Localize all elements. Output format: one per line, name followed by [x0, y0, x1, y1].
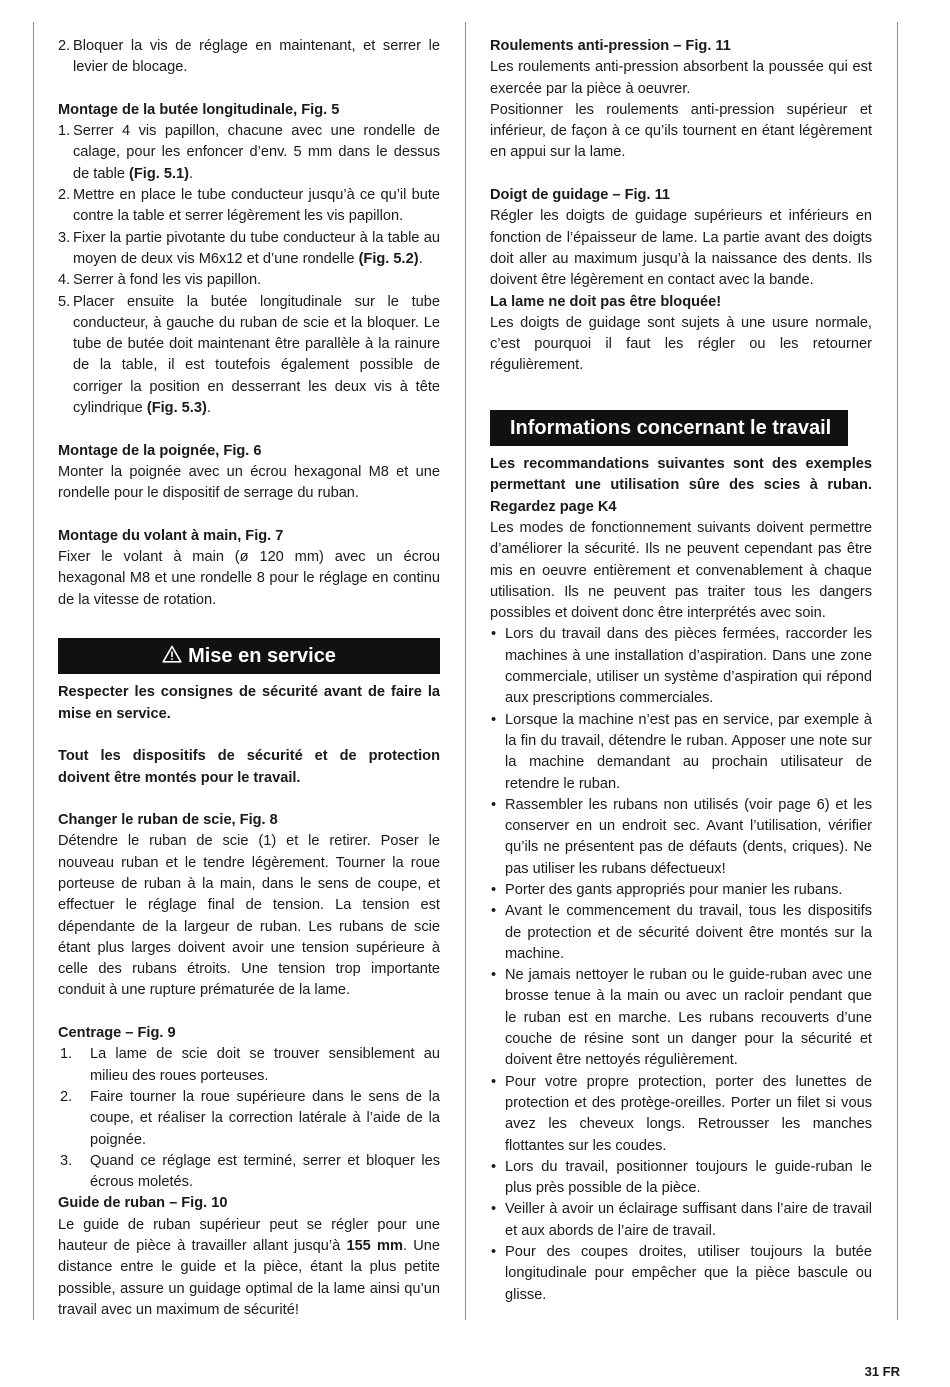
warning-triangle-icon	[162, 639, 182, 675]
step-text: La lame de scie doit se trouver sensiblement au milieu des roues porteuses.	[90, 1046, 440, 1084]
bullet-text: Veiller à avoir un éclairage suffisant dans l’aire de travail et aux abords de l’aire de travail.	[505, 1201, 872, 1239]
list-item	[58, 292, 440, 420]
figure-reference: (Fig. 5.3)	[146, 400, 207, 417]
bullet-text: Lorsque la machine n’est pas en service, par exemple à la fin du travail, détendre le ruban. Apposer une note sur la machine demandant au prochain utilisateur de retendre le ruban.	[505, 711, 872, 792]
step-text: Serrer 4 vis papillon, chacune avec une rondelle de calage, pour les enfoncer d’env. 5 mm dans le dessus de table	[73, 123, 440, 182]
step-number: 1.	[58, 123, 71, 140]
bullet-text: Porter des gants appropriés pour manier les rubans.	[505, 881, 843, 898]
change-blade-text: Détendre le ruban de scie (1) et le retirer. Poser le nouveau ruban et le tendre légèrement. Tourner la roue porteuse de ruban à la main, dans le sens de coupe, et effectuer le réglage final de tension. La tension est dépendante de la largeur de ruban. Les rubans de scie étant plus larges doivent avoir une tension supérieure à celle des rubans étroits. Une tension trop importante conduit à une rupture prématurée de la lame.	[58, 833, 440, 999]
list-item: 2. Bloquer la vis de réglage en maintenant, et serrer le levier de blocage.	[58, 38, 440, 76]
step-number: 3.	[58, 229, 71, 246]
banner-work-information: Informations concernant le travail	[490, 410, 848, 446]
list-item	[490, 1242, 872, 1306]
thrust-bearings-text: Les roulements anti-pression absorbent la poussée qui est exercée par la pièce à oeuvrer.	[490, 59, 872, 97]
work-intro-bold: Les recommandations suivantes sont des exemples permettant une utilisation sûre des scies à ruban. Regardez page K4	[490, 456, 872, 515]
bullet-marker: •	[491, 1244, 497, 1261]
figure-reference: (Fig. 5.1)	[129, 165, 189, 182]
step-number: 2.	[58, 187, 71, 204]
bullet-text: Rassembler les rubans non utilisés (voir page 6) et les conserver en un endroit sec. Avant l’utilisation, vérifier qu’ils ne présentent pas de défauts (dents, criques). Ne pas utiliser les rubans défectueux!	[505, 796, 872, 877]
guide-fingers-text: Régler les doigts de guidage supérieurs et inférieurs en fonction de l’épaisseur de lame. La partie avant des doigts doit aller au maximum jusqu’à la naissance des dents. Ils doivent être légèrement en contact avec la bande.	[490, 208, 872, 289]
list-item	[490, 1199, 872, 1242]
bullet-text: Avant le commencement du travail, tous les dispositifs de protection et de sécurité doivent être montés sur la machine.	[505, 903, 872, 962]
list-item	[490, 880, 872, 901]
step-text: Placer ensuite la butée longitudinale sur le tube conducteur, à gauche du ruban de scie et la bloquer. Le tube de butée doit maintenant être parallèle à la rainure de la table, il est toutefois également possible de corriger la position en desserrant les deux vis à tête cylindrique	[73, 293, 440, 417]
bullet-marker: •	[491, 796, 497, 813]
bullet-marker: •	[491, 1158, 497, 1175]
bullet-text: Pour votre propre protection, porter des lunettes de protection et des protège-oreilles. Porter un filet si vous avez les cheveux longs. Retrousser les manches flottantes sur les coudes.	[505, 1073, 872, 1154]
step-number: 2.	[60, 1088, 73, 1105]
step-text: Mettre en place le tube conducteur jusqu’à ce qu’il bute contre la table et serrer légèrement les vis papillon.	[73, 187, 440, 225]
list-item	[58, 1087, 440, 1151]
step-number: 3.	[60, 1152, 73, 1169]
list-item	[490, 1072, 872, 1157]
section-heading-blade-guide: Guide de ruban – Fig. 10	[58, 1195, 228, 1212]
list-item	[58, 228, 440, 271]
section-heading-handwheel: Montage du volant à main, Fig. 7	[58, 527, 284, 544]
longitudinal-stop-steps	[58, 121, 440, 419]
bullet-marker: •	[491, 626, 497, 643]
blocking-steps	[58, 36, 440, 79]
step-number: 5.	[58, 293, 71, 310]
list-item	[490, 965, 872, 1071]
step-text: Quand ce réglage est terminé, serrer et bloquer les écrous moletés.	[90, 1152, 440, 1191]
left-margin-rule	[33, 22, 34, 1320]
guide-fingers-text-2: Les doigts de guidage sont sujets à une usure normale, c’est pourquoi il faut les régler ou les retourner régulièrement.	[490, 314, 872, 374]
list-item	[58, 1151, 440, 1194]
bullet-marker: •	[491, 881, 497, 898]
step-text: Faire tourner la roue supérieure dans le sens de la coupe, et réaliser la correction latérale à l’aide de la poignée.	[90, 1088, 440, 1148]
thrust-bearings-text-2: Positionner les roulements anti-pression supérieur et inférieur, de façon à ce qu’ils tournent en étant légèrement en appui sur la lame.	[490, 101, 872, 161]
step-number: 4.	[58, 272, 71, 289]
section-heading-longitudinal-stop: Montage de la butée longitudinale, Fig. 5	[58, 101, 340, 118]
list-item	[490, 901, 872, 965]
handle-text: Monter la poignée avec un écrou hexagonal M8 et une rondelle pour le dispositif de serrage du ruban.	[58, 463, 440, 502]
safety-warning-2: Tout les dispositifs de sécurité et de protection doivent être montés pour le travail.	[58, 748, 440, 786]
center-column-rule	[465, 22, 466, 1320]
bullet-text: Ne jamais nettoyer le ruban ou le guide-ruban avec une brosse tenue à la main ou avec un racloir pendant que le ruban est en marche. Les rubans recouverts d’une couche de résine sont un danger pour la sécurité et doivent être nettoyés régulièrement.	[505, 967, 872, 1069]
list-item	[58, 121, 440, 185]
list-item	[490, 624, 872, 709]
banner-mise-en-service: Mise en service	[58, 638, 440, 674]
blade-guide-text: Le guide de ruban supérieur peut se régler pour une hauteur de pièce à travailler allant jusqu’à 155 mm. Une distance entre le guide et la pièce, étant la plus petite possible, assure un guidage optimal de la lame ainsi qu’un travail avec un maximum de sécurité!	[58, 1216, 440, 1318]
section-heading-handle: Montage de la poignée, Fig. 6	[58, 442, 262, 459]
step-end: .	[189, 165, 194, 182]
right-column	[490, 36, 872, 1306]
list-item	[58, 185, 440, 228]
step-number: 1.	[60, 1046, 73, 1063]
bullet-marker: •	[491, 711, 497, 728]
work-intro-text: Les modes de fonctionnement suivants doivent permettre d’améliorer la sécurité. Ils ne peuvent cependant pas être mis en oeuvre entièrement et convenablement à chaque utilisation. Ils ne peuvent pas traiter tous les dangers possibles et doivent donc être interprétés avec soin.	[490, 519, 872, 622]
bullet-text: Lors du travail dans des pièces fermées, raccorder les machines à une installation d’aspiration. Dans une zone commerciale, utiliser un système d’aspiration qui répond aux prescriptions commerciales.	[505, 626, 872, 707]
section-heading-guide-fingers: Doigt de guidage – Fig. 11	[490, 187, 671, 204]
section-heading-change-blade: Changer le ruban de scie, Fig. 8	[58, 812, 278, 829]
safety-warning-1: Respecter les consignes de sécurité avant de faire la mise en service.	[58, 684, 440, 722]
figure-reference: (Fig. 5.2)	[358, 250, 419, 267]
bullet-text: Pour des coupes droites, utiliser toujours la butée longitudinale pour empêcher que la pièce bascule ou glisse.	[505, 1244, 872, 1303]
guide-fingers-warning: La lame ne doit pas être bloquée!	[490, 293, 722, 310]
list-item	[490, 1157, 872, 1200]
centering-steps	[58, 1044, 440, 1193]
section-heading-thrust-bearings: Roulements anti-pression – Fig. 11	[490, 38, 731, 54]
bullet-marker: •	[491, 903, 497, 920]
list-item	[490, 710, 872, 795]
list-item	[58, 270, 440, 291]
step-text: Serrer à fond les vis papillon.	[73, 272, 262, 289]
list-item	[490, 795, 872, 880]
right-margin-rule	[897, 22, 898, 1320]
bullet-marker: •	[491, 967, 497, 984]
bullet-marker: •	[491, 1201, 497, 1218]
step-end: .	[418, 250, 423, 267]
page-number: 31 FR	[864, 1364, 900, 1379]
handwheel-text: Fixer le volant à main (ø 120 mm) avec un écrou hexagonal M8 et une rondelle 8 pour le réglage en continu de la vitesse de rotation.	[58, 549, 440, 608]
work-recommendations-list	[490, 624, 872, 1306]
left-column	[58, 36, 440, 1321]
section-heading-centering: Centrage – Fig. 9	[58, 1025, 176, 1042]
bullet-text: Lors du travail, positionner toujours le guide-ruban le plus près possible de la pièce.	[505, 1158, 872, 1197]
bullet-marker: •	[491, 1073, 497, 1090]
list-item	[58, 1044, 440, 1087]
step-end: .	[206, 400, 211, 417]
step-text: Fixer la partie pivotante du tube conducteur à la table au moyen de deux vis M6x12 et d’une rondelle	[73, 229, 440, 267]
